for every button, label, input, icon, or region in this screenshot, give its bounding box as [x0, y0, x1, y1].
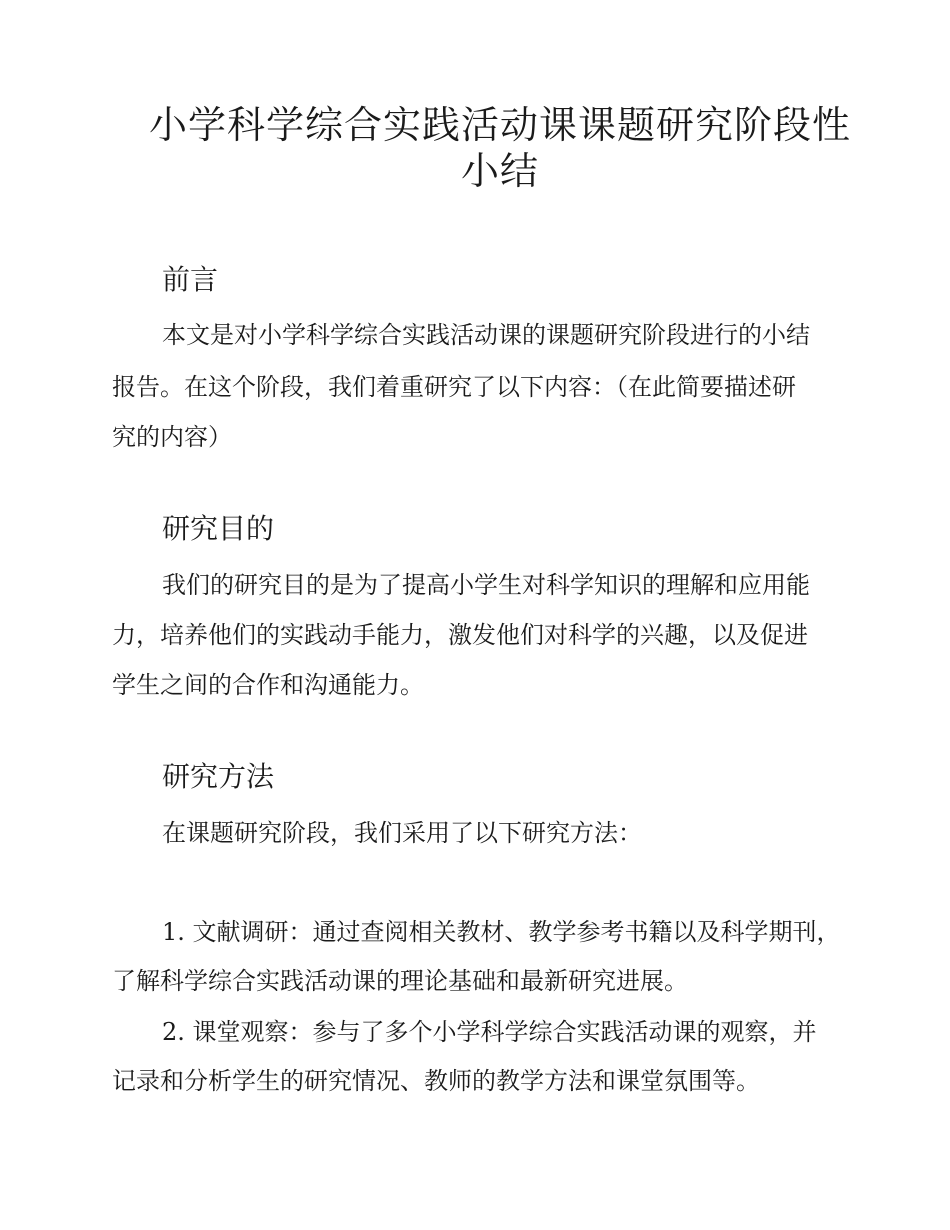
preface-paragraph-line-1: 本文是对小学科学综合实践活动课的课题研究阶段进行的小结 [162, 321, 810, 349]
method-item-1-line-1: 1. 文献调研：通过查阅相关教材、教学参考书籍以及科学期刊， [162, 918, 841, 946]
purpose-paragraph-line-2: 力，培养他们的实践动手能力，激发他们对科学的兴趣，以及促进 [112, 621, 808, 649]
method-item-2-line-1: 2. 课堂观察：参与了多个小学科学综合实践活动课的观察，并 [162, 1018, 817, 1046]
preface-paragraph-line-2: 报告。在这个阶段，我们着重研究了以下内容：（在此简要描述研 [112, 373, 796, 401]
methods-intro-line: 在课题研究阶段，我们采用了以下研究方法： [162, 819, 642, 847]
section-heading-purpose: 研究目的 [162, 512, 275, 545]
purpose-paragraph-line-3: 学生之间的合作和沟通能力。 [112, 671, 424, 699]
method-item-2-line-2: 记录和分析学生的研究情况、教师的教学方法和课堂氛围等。 [112, 1067, 760, 1095]
section-heading-methods: 研究方法 [162, 760, 275, 793]
preface-paragraph-line-3: 究的内容） [112, 423, 232, 451]
section-heading-preface: 前言 [162, 263, 219, 296]
document-title-line-2: 小结 [460, 149, 539, 193]
document-title-line-1: 小学科学综合实践活动课课题研究阶段性 [148, 103, 851, 147]
method-item-1-line-2: 了解科学综合实践活动课的理论基础和最新研究进展。 [112, 967, 688, 995]
purpose-paragraph-line-1: 我们的研究目的是为了提高小学生对科学知识的理解和应用能 [162, 571, 810, 599]
